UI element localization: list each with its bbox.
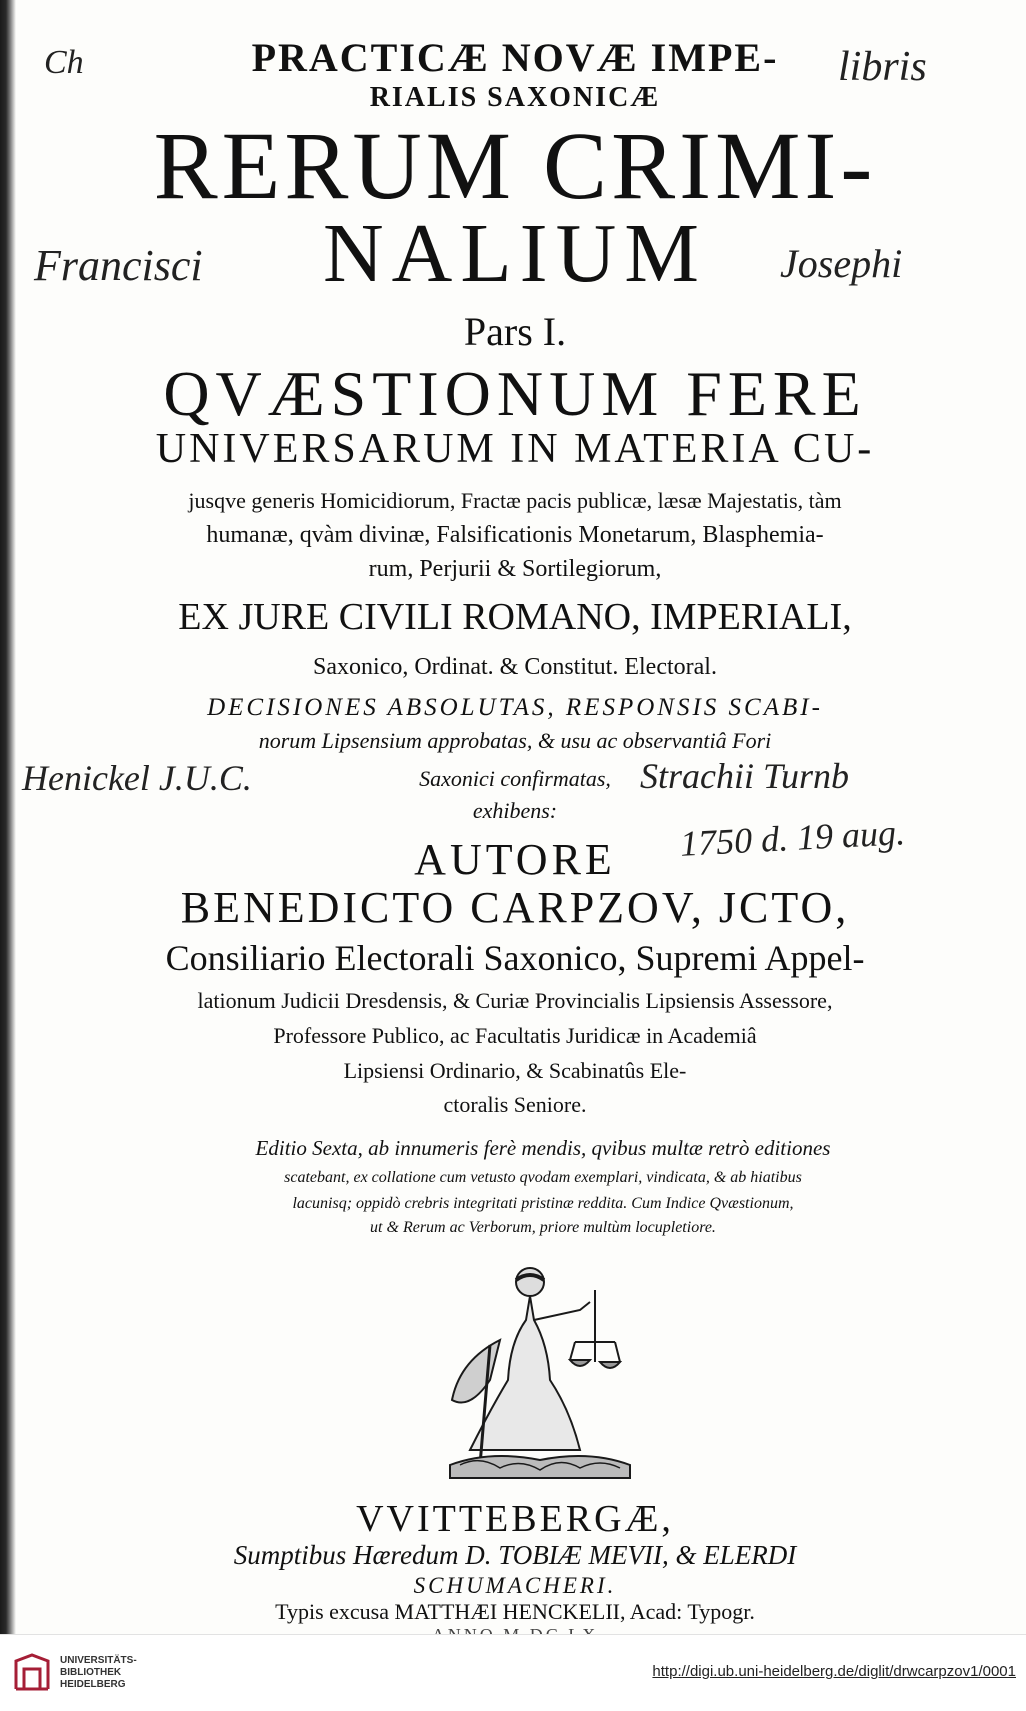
- imprint-line-1: Sumptibus Hæredum D. TOBIÆ MEVII, & ELERDI: [233, 1540, 797, 1570]
- library-name[interactable]: [60, 1655, 137, 1691]
- title-line-7: UNIVERSARUM IN MATERIA CU-: [155, 426, 875, 472]
- title-line-1: PRACTICÆ NOVÆ IMPE-: [251, 35, 779, 80]
- library-name-line-3: HEIDELBERG: [60, 1679, 126, 1690]
- imprint-line-3: Typis excusa MATTHÆI HENCKELII, Acad: Typogr.: [275, 1599, 755, 1624]
- imprint-line-2: SCHUMACHERI.: [413, 1573, 617, 1598]
- title-line-12: Saxonico, Ordinat. & Constitut. Electoral.: [313, 654, 717, 680]
- part-label: Pars I.: [463, 309, 567, 354]
- page-binding-edge: [0, 0, 16, 1634]
- justitia-woodcut: [430, 1250, 650, 1485]
- title-line-4: NALIUM: [323, 207, 707, 300]
- title-line-22: Lipsiensi Ordinario, & Scabinatûs Ele-: [343, 1058, 687, 1083]
- edition-line-4: ut & Rerum ac Verborum, priore multùm locupletiore.: [370, 1219, 716, 1236]
- title-line-21: Professore Publico, ac Facultatis Juridicæ in Academiâ: [273, 1023, 757, 1048]
- edition-line-2: scatebant, ex collatione cum vetusto qvodam exemplari, vindicata, & ab hiatibus: [284, 1169, 802, 1186]
- library-name-line-2: BIBLIOTHEK: [60, 1667, 122, 1678]
- handwriting-strachii: Strachii Turnb: [640, 756, 850, 796]
- handwriting-ch: Ch: [44, 44, 84, 81]
- title-line-20: lationum Judicii Dresdensis, & Curiæ Provincialis Lipsiensis Assessore,: [197, 988, 833, 1013]
- title-line-19: Consiliario Electorali Saxonico, Supremi Appel-: [165, 938, 865, 978]
- title-line-14: norum Lipsensium approbatas, & usu ac observantiâ Fori: [258, 728, 772, 753]
- edition-line-1: Editio Sexta, ab innumeris ferè mendis, qvibus multæ retrò editiones: [255, 1136, 831, 1160]
- title-line-9: humanæ, qvàm divinæ, Falsificationis Monetarum, Blasphemia-: [206, 522, 824, 548]
- handwriting-henickel: Henickel J.U.C.: [22, 758, 252, 798]
- title-line-3: RERUM CRIMI-: [153, 112, 877, 219]
- title-line-16: exhibens:: [472, 798, 558, 823]
- library-name-line-1: UNIVERSITÄTS-: [60, 1655, 137, 1666]
- author-name: BENEDICTO CARPZOV, JCTO,: [180, 883, 850, 932]
- library-footer: [0, 1634, 1026, 1711]
- title-line-2: RIALIS SAXONICÆ: [369, 82, 661, 113]
- title-line-10: rum, Perjurii & Sortilegiorum,: [368, 556, 662, 582]
- title-line-23: ctoralis Seniore.: [443, 1092, 587, 1117]
- title-line-15: Saxonici confirmatas,: [419, 766, 611, 791]
- title-line-6: QVÆSTIONUM FERE: [163, 358, 867, 429]
- permalink-url[interactable]: http://digi.ub.uni-heidelberg.de/diglit/drwcarpzov1/0001: [652, 1663, 1016, 1680]
- title-line-8: jusqve generis Homicidiorum, Fractæ pacis publicæ, læsæ Majestatis, tàm: [188, 488, 842, 513]
- title-line-11: EX JURE CIVILI ROMANO, IMPERIALI,: [178, 596, 852, 638]
- handwriting-francisci: Francisci: [34, 241, 203, 290]
- university-library-logo-icon[interactable]: [12, 1653, 52, 1693]
- edition-line-3: lacunisq; oppidò crebris integritati pristinæ reddita. Cum Indice Qvæstionum,: [292, 1195, 794, 1212]
- handwriting-josephi: Josephi: [780, 241, 903, 286]
- place-of-printing: VVITTEBERGÆ,: [356, 1498, 674, 1540]
- handwriting-date: 1750 d. 19 aug.: [679, 812, 906, 864]
- title-line-13: DECISIONES ABSOLUTAS, RESPONSIS SCABI-: [207, 694, 823, 721]
- handwriting-libris: libris: [838, 44, 927, 90]
- autore-label: AUTORE: [414, 835, 616, 884]
